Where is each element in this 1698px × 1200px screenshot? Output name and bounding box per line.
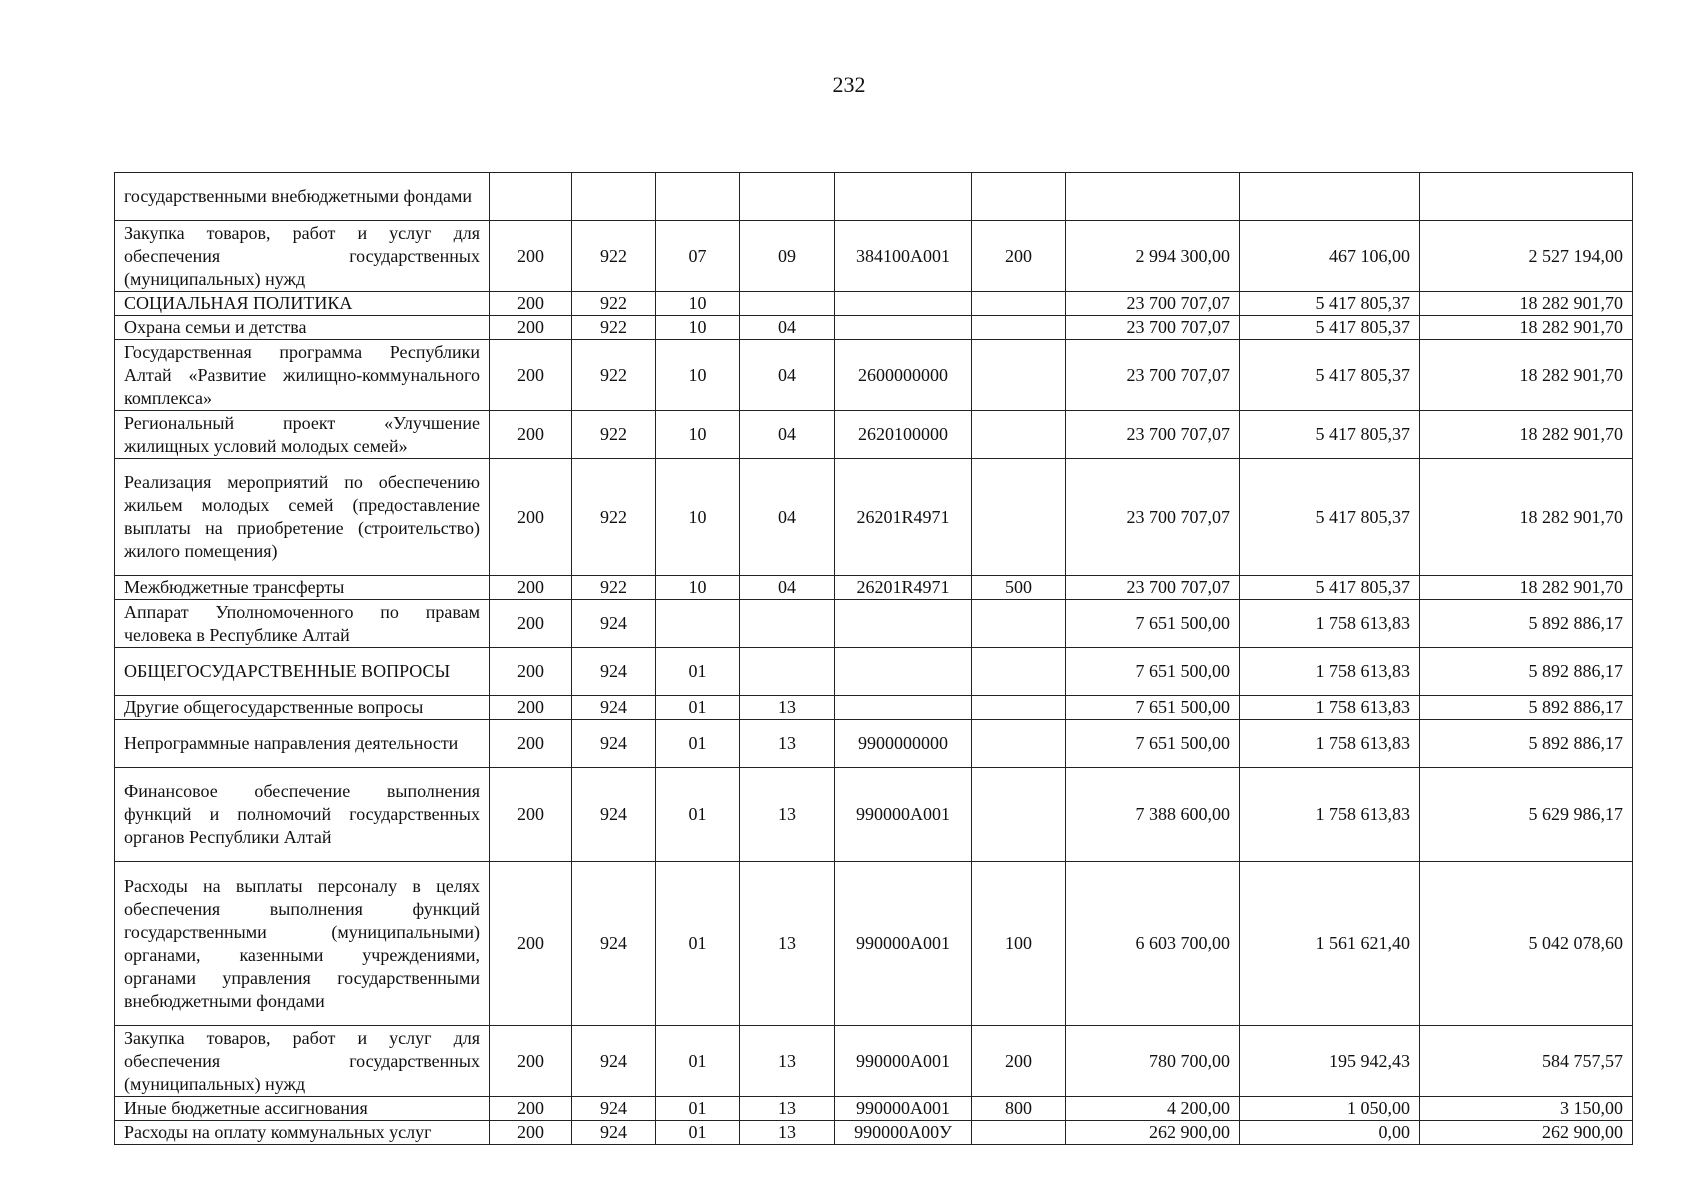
cell-amount-plan: 7 651 500,00 — [1066, 600, 1240, 648]
cell-section-code: 10 — [656, 459, 740, 576]
cell-ministry-code: 924 — [572, 768, 656, 862]
cell-ministry-code: 922 — [572, 340, 656, 411]
cell-amount-remaining: 3 150,00 — [1420, 1097, 1633, 1121]
cell-amount-executed: 1 758 613,83 — [1240, 648, 1420, 696]
row-name: Закупка товаров, работ и услуг для обеспечения государственных (муниципальных) нужд — [115, 1026, 490, 1097]
cell-section-code: 07 — [656, 221, 740, 292]
cell-chapter-code: 200 — [490, 862, 572, 1026]
cell-expense-type: 200 — [972, 1026, 1066, 1097]
cell-amount-executed: 1 758 613,83 — [1240, 720, 1420, 768]
cell-amount-executed: 5 417 805,37 — [1240, 340, 1420, 411]
cell-target-article — [835, 600, 972, 648]
table-row — [115, 862, 1633, 1026]
cell-amount-remaining: 18 282 901,70 — [1420, 411, 1633, 459]
table-row — [115, 340, 1633, 411]
row-name: Расходы на выплаты персоналу в целях обеспечения выполнения функций государственными (муниципальными) органами, казенными учреждениями, органами управления государственными внебюджетными фондами — [115, 862, 490, 1026]
cell-expense-type: 500 — [972, 576, 1066, 600]
cell-amount-plan: 23 700 707,07 — [1066, 316, 1240, 340]
cell-ministry-code: 924 — [572, 696, 656, 720]
cell-subsection-code: 13 — [740, 720, 835, 768]
row-name: Непрограммные направления деятельности — [115, 720, 490, 768]
cell-target-article — [835, 292, 972, 316]
cell-chapter-code: 200 — [490, 1026, 572, 1097]
cell-section-code: 01 — [656, 1097, 740, 1121]
cell-chapter-code: 200 — [490, 576, 572, 600]
cell-amount-plan: 780 700,00 — [1066, 1026, 1240, 1097]
cell-amount-executed: 1 561 621,40 — [1240, 862, 1420, 1026]
cell-target-article: 26201R4971 — [835, 459, 972, 576]
cell-amount-remaining: 5 892 886,17 — [1420, 696, 1633, 720]
cell-expense-type — [972, 292, 1066, 316]
cell-expense-type — [972, 173, 1066, 221]
table-row — [115, 221, 1633, 292]
cell-subsection-code: 04 — [740, 459, 835, 576]
cell-amount-executed: 5 417 805,37 — [1240, 292, 1420, 316]
cell-amount-plan: 23 700 707,07 — [1066, 340, 1240, 411]
row-name: ОБЩЕГОСУДАРСТВЕННЫЕ ВОПРОСЫ — [115, 648, 490, 696]
cell-target-article: 990000А001 — [835, 1097, 972, 1121]
cell-amount-plan: 7 651 500,00 — [1066, 696, 1240, 720]
cell-section-code — [656, 173, 740, 221]
cell-amount-remaining: 18 282 901,70 — [1420, 340, 1633, 411]
cell-ministry-code: 924 — [572, 862, 656, 1026]
table-row — [115, 1026, 1633, 1097]
row-name: Финансовое обеспечение выполнения функций и полномочий государственных органов Республики Алтай — [115, 768, 490, 862]
cell-target-article: 990000А00У — [835, 1121, 972, 1145]
cell-expense-type — [972, 720, 1066, 768]
row-name: СОЦИАЛЬНАЯ ПОЛИТИКА — [115, 292, 490, 316]
cell-amount-plan: 262 900,00 — [1066, 1121, 1240, 1145]
page-number: 232 — [832, 72, 866, 97]
cell-amount-plan: 4 200,00 — [1066, 1097, 1240, 1121]
cell-amount-remaining: 18 282 901,70 — [1420, 316, 1633, 340]
cell-ministry-code: 922 — [572, 221, 656, 292]
table-row — [115, 316, 1633, 340]
cell-target-article — [835, 173, 972, 221]
cell-subsection-code: 13 — [740, 1026, 835, 1097]
cell-subsection-code: 09 — [740, 221, 835, 292]
cell-section-code: 01 — [656, 768, 740, 862]
cell-target-article: 384100А001 — [835, 221, 972, 292]
budget-table — [114, 172, 1633, 1145]
cell-amount-remaining: 18 282 901,70 — [1420, 459, 1633, 576]
row-name: Закупка товаров, работ и услуг для обеспечения государственных (муниципальных) нужд — [115, 221, 490, 292]
row-name: государственными внебюджетными фондами — [115, 173, 490, 221]
cell-amount-remaining: 18 282 901,70 — [1420, 292, 1633, 316]
row-name: Аппарат Уполномоченного по правам человека в Республике Алтай — [115, 600, 490, 648]
row-name: Охрана семьи и детства — [115, 316, 490, 340]
cell-ministry-code — [572, 173, 656, 221]
cell-chapter-code: 200 — [490, 720, 572, 768]
row-name: Государственная программа Республики Алтай «Развитие жилищно-коммунального комплекса» — [115, 340, 490, 411]
cell-amount-plan — [1066, 173, 1240, 221]
cell-target-article: 990000А001 — [835, 768, 972, 862]
cell-chapter-code: 200 — [490, 221, 572, 292]
cell-section-code: 01 — [656, 1026, 740, 1097]
cell-section-code: 10 — [656, 411, 740, 459]
cell-amount-executed: 195 942,43 — [1240, 1026, 1420, 1097]
row-name: Межбюджетные трансферты — [115, 576, 490, 600]
cell-amount-plan: 2 994 300,00 — [1066, 221, 1240, 292]
cell-section-code: 10 — [656, 576, 740, 600]
cell-chapter-code: 200 — [490, 411, 572, 459]
cell-amount-plan: 23 700 707,07 — [1066, 459, 1240, 576]
cell-subsection-code — [740, 600, 835, 648]
table-row — [115, 459, 1633, 576]
cell-ministry-code: 922 — [572, 459, 656, 576]
cell-ministry-code: 924 — [572, 600, 656, 648]
table-row — [115, 600, 1633, 648]
row-name: Расходы на оплату коммунальных услуг — [115, 1121, 490, 1145]
cell-subsection-code — [740, 173, 835, 221]
table-row — [115, 411, 1633, 459]
cell-chapter-code — [490, 173, 572, 221]
cell-chapter-code: 200 — [490, 648, 572, 696]
cell-ministry-code: 924 — [572, 720, 656, 768]
cell-amount-remaining: 5 042 078,60 — [1420, 862, 1633, 1026]
cell-ministry-code: 924 — [572, 1026, 656, 1097]
cell-target-article: 990000А001 — [835, 1026, 972, 1097]
cell-amount-plan: 23 700 707,07 — [1066, 411, 1240, 459]
cell-chapter-code: 200 — [490, 1097, 572, 1121]
cell-amount-executed: 1 758 613,83 — [1240, 600, 1420, 648]
cell-target-article — [835, 316, 972, 340]
cell-target-article: 990000А001 — [835, 862, 972, 1026]
cell-subsection-code: 13 — [740, 768, 835, 862]
cell-amount-remaining: 5 892 886,17 — [1420, 600, 1633, 648]
table-row — [115, 576, 1633, 600]
table-row — [115, 292, 1633, 316]
cell-target-article: 26201R4971 — [835, 576, 972, 600]
cell-section-code: 01 — [656, 720, 740, 768]
row-name: Другие общегосударственные вопросы — [115, 696, 490, 720]
cell-amount-executed — [1240, 173, 1420, 221]
cell-expense-type — [972, 600, 1066, 648]
table-row — [115, 1097, 1633, 1121]
cell-amount-remaining: 262 900,00 — [1420, 1121, 1633, 1145]
cell-chapter-code: 200 — [490, 1121, 572, 1145]
cell-expense-type: 200 — [972, 221, 1066, 292]
cell-ministry-code: 924 — [572, 648, 656, 696]
cell-target-article — [835, 648, 972, 696]
table-row — [115, 720, 1633, 768]
cell-amount-executed: 0,00 — [1240, 1121, 1420, 1145]
cell-expense-type — [972, 459, 1066, 576]
cell-chapter-code: 200 — [490, 340, 572, 411]
cell-target-article: 2620100000 — [835, 411, 972, 459]
cell-amount-executed: 1 758 613,83 — [1240, 768, 1420, 862]
table-row — [115, 696, 1633, 720]
cell-ministry-code: 922 — [572, 411, 656, 459]
cell-amount-remaining — [1420, 173, 1633, 221]
cell-amount-remaining: 5 629 986,17 — [1420, 768, 1633, 862]
cell-subsection-code: 04 — [740, 340, 835, 411]
cell-amount-plan: 7 388 600,00 — [1066, 768, 1240, 862]
cell-ministry-code: 922 — [572, 292, 656, 316]
cell-amount-remaining: 5 892 886,17 — [1420, 720, 1633, 768]
cell-ministry-code: 922 — [572, 316, 656, 340]
cell-ministry-code: 922 — [572, 576, 656, 600]
cell-subsection-code: 13 — [740, 862, 835, 1026]
cell-subsection-code — [740, 292, 835, 316]
cell-chapter-code: 200 — [490, 696, 572, 720]
cell-subsection-code: 13 — [740, 1121, 835, 1145]
cell-subsection-code: 04 — [740, 576, 835, 600]
cell-subsection-code: 13 — [740, 696, 835, 720]
cell-chapter-code: 200 — [490, 459, 572, 576]
cell-expense-type: 100 — [972, 862, 1066, 1026]
table-body — [115, 173, 1633, 1145]
cell-subsection-code: 04 — [740, 411, 835, 459]
cell-ministry-code: 924 — [572, 1121, 656, 1145]
cell-section-code — [656, 600, 740, 648]
row-name: Региональный проект «Улучшение жилищных условий молодых семей» — [115, 411, 490, 459]
cell-expense-type: 800 — [972, 1097, 1066, 1121]
cell-section-code: 10 — [656, 340, 740, 411]
cell-amount-executed: 1 758 613,83 — [1240, 696, 1420, 720]
cell-expense-type — [972, 411, 1066, 459]
cell-target-article — [835, 696, 972, 720]
cell-expense-type — [972, 696, 1066, 720]
cell-amount-remaining: 5 892 886,17 — [1420, 648, 1633, 696]
cell-amount-plan: 7 651 500,00 — [1066, 648, 1240, 696]
cell-amount-executed: 467 106,00 — [1240, 221, 1420, 292]
cell-amount-executed: 1 050,00 — [1240, 1097, 1420, 1121]
table-row — [115, 648, 1633, 696]
cell-section-code: 01 — [656, 648, 740, 696]
cell-subsection-code: 04 — [740, 316, 835, 340]
cell-chapter-code: 200 — [490, 292, 572, 316]
cell-section-code: 01 — [656, 862, 740, 1026]
cell-amount-remaining: 18 282 901,70 — [1420, 576, 1633, 600]
cell-amount-plan: 23 700 707,07 — [1066, 292, 1240, 316]
cell-amount-remaining: 2 527 194,00 — [1420, 221, 1633, 292]
cell-chapter-code: 200 — [490, 316, 572, 340]
cell-amount-executed: 5 417 805,37 — [1240, 316, 1420, 340]
cell-target-article: 9900000000 — [835, 720, 972, 768]
cell-section-code: 01 — [656, 1121, 740, 1145]
cell-expense-type — [972, 768, 1066, 862]
cell-amount-executed: 5 417 805,37 — [1240, 411, 1420, 459]
cell-target-article: 2600000000 — [835, 340, 972, 411]
cell-expense-type — [972, 316, 1066, 340]
cell-expense-type — [972, 340, 1066, 411]
cell-amount-plan: 6 603 700,00 — [1066, 862, 1240, 1026]
table-row — [115, 173, 1633, 221]
table-row — [115, 1121, 1633, 1145]
cell-amount-plan: 23 700 707,07 — [1066, 576, 1240, 600]
cell-amount-executed: 5 417 805,37 — [1240, 459, 1420, 576]
cell-amount-remaining: 584 757,57 — [1420, 1026, 1633, 1097]
row-name: Реализация мероприятий по обеспечению жильем молодых семей (предоставление выплаты на приобретение (строительство) жилого помещения) — [115, 459, 490, 576]
cell-chapter-code: 200 — [490, 600, 572, 648]
cell-amount-plan: 7 651 500,00 — [1066, 720, 1240, 768]
cell-amount-executed: 5 417 805,37 — [1240, 576, 1420, 600]
cell-expense-type — [972, 648, 1066, 696]
cell-subsection-code — [740, 648, 835, 696]
cell-chapter-code: 200 — [490, 768, 572, 862]
row-name: Иные бюджетные ассигнования — [115, 1097, 490, 1121]
cell-expense-type — [972, 1121, 1066, 1145]
cell-section-code: 10 — [656, 292, 740, 316]
cell-section-code: 01 — [656, 696, 740, 720]
cell-subsection-code: 13 — [740, 1097, 835, 1121]
cell-section-code: 10 — [656, 316, 740, 340]
table-row — [115, 768, 1633, 862]
cell-ministry-code: 924 — [572, 1097, 656, 1121]
